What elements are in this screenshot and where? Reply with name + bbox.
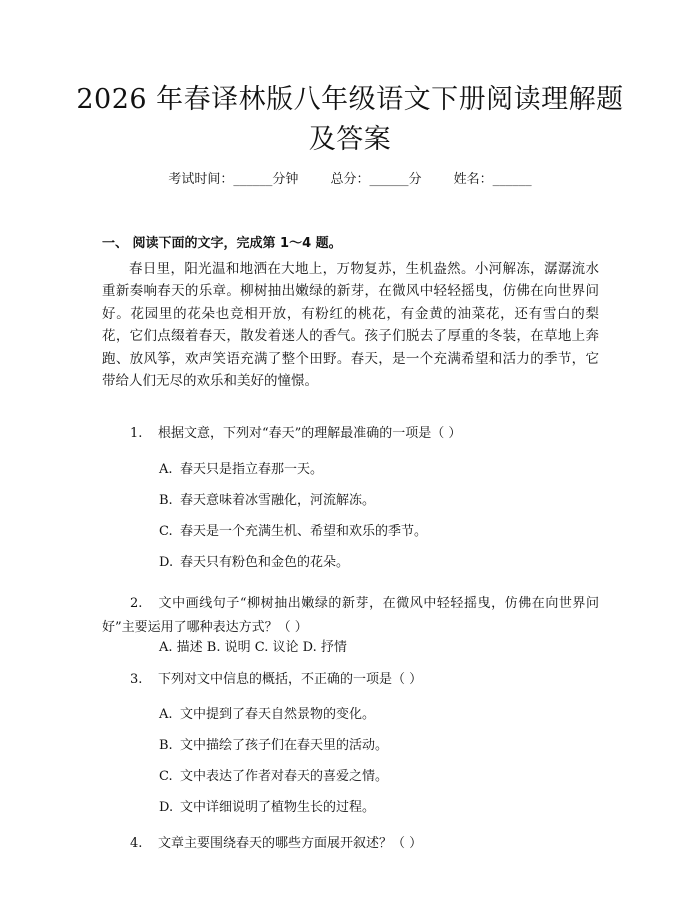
question-number: 1. — [130, 426, 143, 441]
option-1a: A. 春天只是指立春那一天。 — [159, 462, 324, 477]
options-2-inline: A. 描述 B. 说明 C. 议论 D. 抒情 — [159, 640, 347, 655]
question-1 — [102, 422, 599, 446]
student-name: 姓名：______ — [453, 172, 532, 187]
question-3 — [102, 668, 599, 692]
section-heading: 一、 阅读下面的文字，完成第 1～4 题。 — [102, 236, 342, 251]
question-number: 3. — [130, 672, 143, 687]
question-text: 文章主要围绕春天的哪些方面展开叙述？（ ） — [158, 836, 423, 851]
exam-meta — [0, 168, 700, 187]
option-1d: D. 春天只有粉色和金色的花朵。 — [159, 555, 350, 570]
title-line-1: 2026 年春译林版八年级语文下册阅读理解题 — [76, 84, 624, 115]
option-1b: B. 春天意味着冰雪融化，河流解冻。 — [159, 493, 376, 508]
question-text: 下列对文中信息的概括，不正确的一项是（ ） — [158, 672, 423, 687]
document-title — [60, 80, 640, 160]
option-3b: B. 文中描绘了孩子们在春天里的活动。 — [159, 738, 389, 753]
option-3a: A. 文中提到了春天自然景物的变化。 — [159, 707, 376, 722]
title-line-2: 及答案 — [308, 124, 392, 155]
question-2 — [102, 592, 599, 640]
question-4 — [102, 832, 599, 856]
question-number: 2. — [130, 596, 143, 611]
exam-time: 考试时间：______分钟 — [168, 172, 299, 187]
option-3c: C. 文中表达了作者对春天的喜爱之情。 — [159, 769, 389, 784]
reading-passage: 春日里，阳光温和地洒在大地上，万物复苏，生机盎然。小河解冻，潺潺流水重新奏响春天的乐章。柳树抽出嫩绿的新芽，在微风中轻轻摇曳，仿佛在向世界问好。花园里的花朵也竞相开放，有粉红的桃花，有金黄的油菜花，还有雪白的梨花，它们点缀着春天，散发着迷人的香气。孩子们脱去了厚重的冬装，在草地上奔跑、放风筝，欢声笑语充满了整个田野。春天，是一个充满希望和活力的季节，它带给人们无尽的欢乐和美好的憧憬。 — [102, 261, 599, 390]
exam-score: 总分：______分 — [330, 172, 422, 187]
question-number: 4. — [130, 836, 143, 851]
option-3d: D. 文中详细说明了植物生长的过程。 — [159, 800, 376, 815]
question-text: 文中画线句子“柳树抽出嫩绿的新芽，在微风中轻轻摇曳，仿佛在向世界问好”主要运用了哪种表达方式？（ ） — [102, 596, 599, 635]
option-1c: C. 春天是一个充满生机、希望和欢乐的季节。 — [159, 524, 428, 539]
question-text: 根据文意，下列对“春天”的理解最准确的一项是（ ） — [158, 426, 462, 441]
